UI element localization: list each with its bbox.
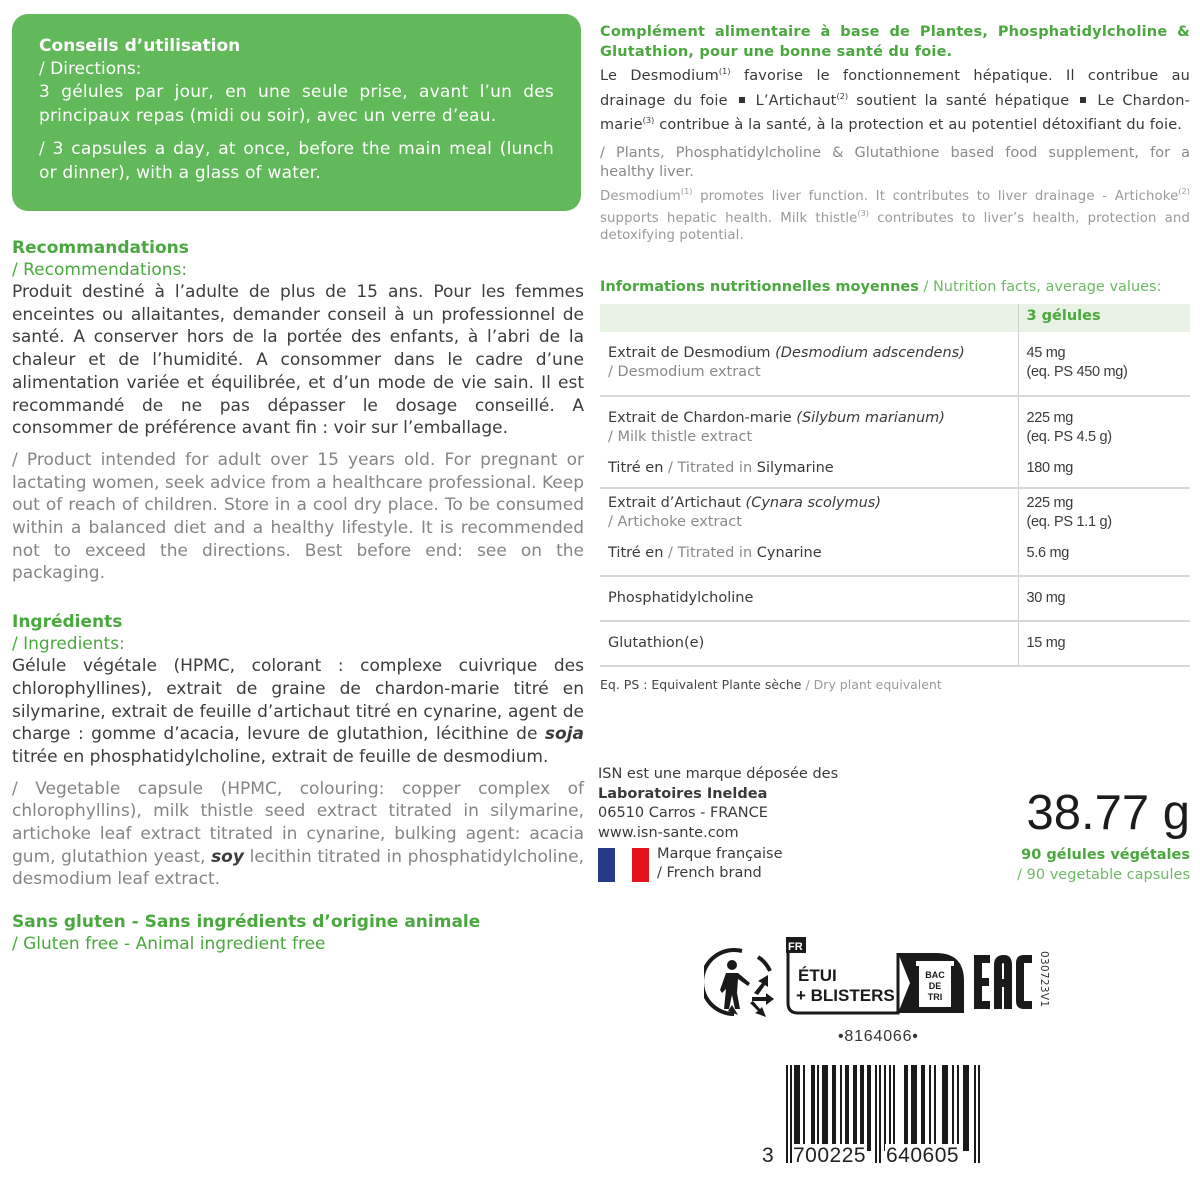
ingredients-subtitle: / Ingredients: bbox=[12, 634, 125, 655]
directions-box bbox=[12, 14, 581, 211]
company-info bbox=[598, 765, 898, 883]
svg-text:BAC: BAC bbox=[925, 970, 945, 980]
company-website: www.isn-sante.com bbox=[598, 824, 739, 841]
eac-mark-icon bbox=[972, 951, 1034, 1013]
ean-barcode: 3 700225 640605 bbox=[762, 1065, 992, 1173]
net-weight-block bbox=[1017, 785, 1190, 885]
free-from-fr: Sans gluten - Sans ingrédients d’origine animale bbox=[12, 912, 481, 933]
info-tri-sorting-icon bbox=[786, 937, 966, 1015]
allergen-soy: soy bbox=[211, 846, 244, 867]
product-claim-en: / Plants, Phosphatidylcholine & Glutathione based food supplement, for a healthy liver. bbox=[600, 144, 1190, 180]
nutrition-header-row bbox=[600, 304, 1190, 332]
triman-recycling-icon bbox=[704, 945, 780, 1021]
bullet-square-icon bbox=[739, 97, 745, 103]
lot-number: •8164066• bbox=[838, 1028, 919, 1045]
trademark-line: ISN est une marque déposée des bbox=[598, 766, 839, 782]
recommendations-text-fr: Produit destiné à l’adulte de plus de 15 ans. Pour les femmes enceintes ou allaitantes, demander conseil à un professionnel de santé. A conserver hors de la portée des enfants, à l’abri de la chaleur et de l’humidité. A consommer dans le cadre d’une alimentation variée et équilibrée, et d’un mode de vie sain. Il est recommandé de ne pas dépasser le dosage conseillé. A consommer de préférence avant fin : voir sur l’emballage. bbox=[12, 282, 584, 439]
capsule-count-en: / 90 vegetable capsules bbox=[1017, 867, 1190, 883]
svg-text:+ BLISTERS: + BLISTERS bbox=[796, 986, 895, 1005]
serving-column-header: 3 gélules bbox=[1018, 304, 1190, 332]
svg-text:DE: DE bbox=[928, 981, 942, 991]
directions-text-fr: 3 gélules par jour, en une seule prise, avant l’un des principaux repas (midi ou soir), avec un verre d’eau. bbox=[39, 82, 554, 126]
capsule-count-fr: 90 gélules végétales bbox=[1021, 847, 1190, 863]
svg-text:FR: FR bbox=[788, 941, 803, 953]
table-row: Extrait de Desmodium (Desmodium adscendens) / Desmodium extract 45 mg (eq. PS 450 mg) bbox=[600, 332, 1190, 396]
table-row: Titré en / Titrated in Cynarine 5.6 mg bbox=[600, 532, 1190, 576]
product-description-en: Desmodium$^{(1)}$ promotes liver function. It contributes to liver drainage - Artichoke$^{(2)}$ supports hepatic health. Milk thistle$^{(3)}$ contributes to liver’s health, protection and detoxifying potential. bbox=[600, 186, 1190, 243]
svg-text:ÉTUI: ÉTUI bbox=[798, 966, 837, 985]
company-name: Laboratoires Ineldea bbox=[598, 785, 768, 802]
product-description-fr: Le Desmodium$^{(1)}$ favorise le fonctionnement hépatique. Il contribue au drainage du foie L’Artichaut$^{(2)}$ soutient la santé hépatique Le Chardon-marie$^{(3)}$ contribue à la santé, à la protection et au potentiel détoxifiant du foie. bbox=[600, 67, 1190, 133]
free-from-en: / Gluten free - Animal ingredient free bbox=[12, 934, 326, 955]
left-column bbox=[10, 14, 584, 955]
french-flag-icon bbox=[598, 848, 649, 882]
bullet-square-icon bbox=[1080, 97, 1086, 103]
brand-label-fr: Marque française bbox=[657, 846, 783, 862]
ingredients-title: Ingrédients bbox=[12, 612, 123, 633]
dry-plant-note: Eq. PS : Equivalent Plante sèche / Dry plant equivalent bbox=[600, 676, 942, 692]
company-address: 06510 Carros - FRANCE bbox=[598, 805, 768, 821]
directions-subtitle: / Directions: bbox=[39, 59, 142, 79]
free-from-section bbox=[10, 911, 584, 955]
batch-code: 030723V1 bbox=[1038, 951, 1050, 1008]
table-row: Titré en / Titrated in Silymarine 180 mg bbox=[600, 447, 1190, 488]
french-brand bbox=[598, 845, 898, 883]
svg-text:TRI: TRI bbox=[927, 992, 943, 1002]
recommendations-title: Recommandations bbox=[12, 238, 189, 258]
recommendations-section bbox=[10, 237, 584, 585]
right-column bbox=[600, 22, 1190, 692]
table-row: Glutathion(e) 15 mg bbox=[600, 621, 1190, 666]
recommendations-subtitle: / Recommendations: bbox=[12, 260, 188, 280]
directions-title: Conseils d’utilisation bbox=[39, 36, 241, 56]
table-row: Extrait d’Artichaut (Cynara scolymus) / Artichoke extract 225 mg (eq. PS 1.1 g) bbox=[600, 488, 1190, 532]
ingredients-text-fr: Gélule végétale (HPMC, colorant : complexe cuivrique des chlorophyllines), extrait de graine de chardon-marie titré en silymarine, extrait de feuille d’artichaut titré en cynarine, agent de charge : gomme d’acacia, levure de glutathion, lécithine de soja titrée en phosphatidylcholine, extrait de feuille de desmodium. bbox=[12, 656, 584, 767]
recommendations-text-en: / Product intended for adult over 15 years old. For pregnant or lactating women, seek advice from a healthcare professional. Keep out of reach of children. Store in a cool dry place. To be consumed within a balanced diet and a healthy lifestyle. It is recommended not to exceed the directions. Best before end: see on the packaging. bbox=[12, 449, 584, 584]
product-claim-title: Complément alimentaire à base de Plantes, Phosphatidylcholine & Glutathion, pour une bonne santé du foie. bbox=[600, 24, 1190, 60]
net-weight: 38.77 g bbox=[1026, 786, 1190, 840]
table-row: Phosphatidylcholine 30 mg bbox=[600, 576, 1190, 621]
ingredients-section bbox=[10, 611, 584, 891]
directions-text-en: / 3 capsules a day, at once, before the main meal (lunch or dinner), with a glass of water. bbox=[39, 139, 554, 183]
brand-label-en: / French brand bbox=[657, 865, 762, 881]
nutrition-table bbox=[600, 304, 1190, 667]
nutrition-title: Informations nutritionnelles moyennes / Nutrition facts, average values: bbox=[600, 278, 1162, 295]
allergen-soja: soja bbox=[544, 724, 584, 745]
table-row: Extrait de Chardon-marie (Silybum marianum) / Milk thistle extract 225 mg (eq. PS 4.5 g) bbox=[600, 396, 1190, 447]
recycling-logos bbox=[700, 937, 1070, 1027]
ingredients-text-en: / Vegetable capsule (HPMC, colouring: copper complex of chlorophyllins), milk thistle seed extract titrated in silymarine, artichoke leaf extract titrated in cynarine, bulking agent: acacia gum, glutathion yeast, soy lecithin titrated in phosphatidylcholine, desmodium leaf extract. bbox=[12, 778, 584, 890]
